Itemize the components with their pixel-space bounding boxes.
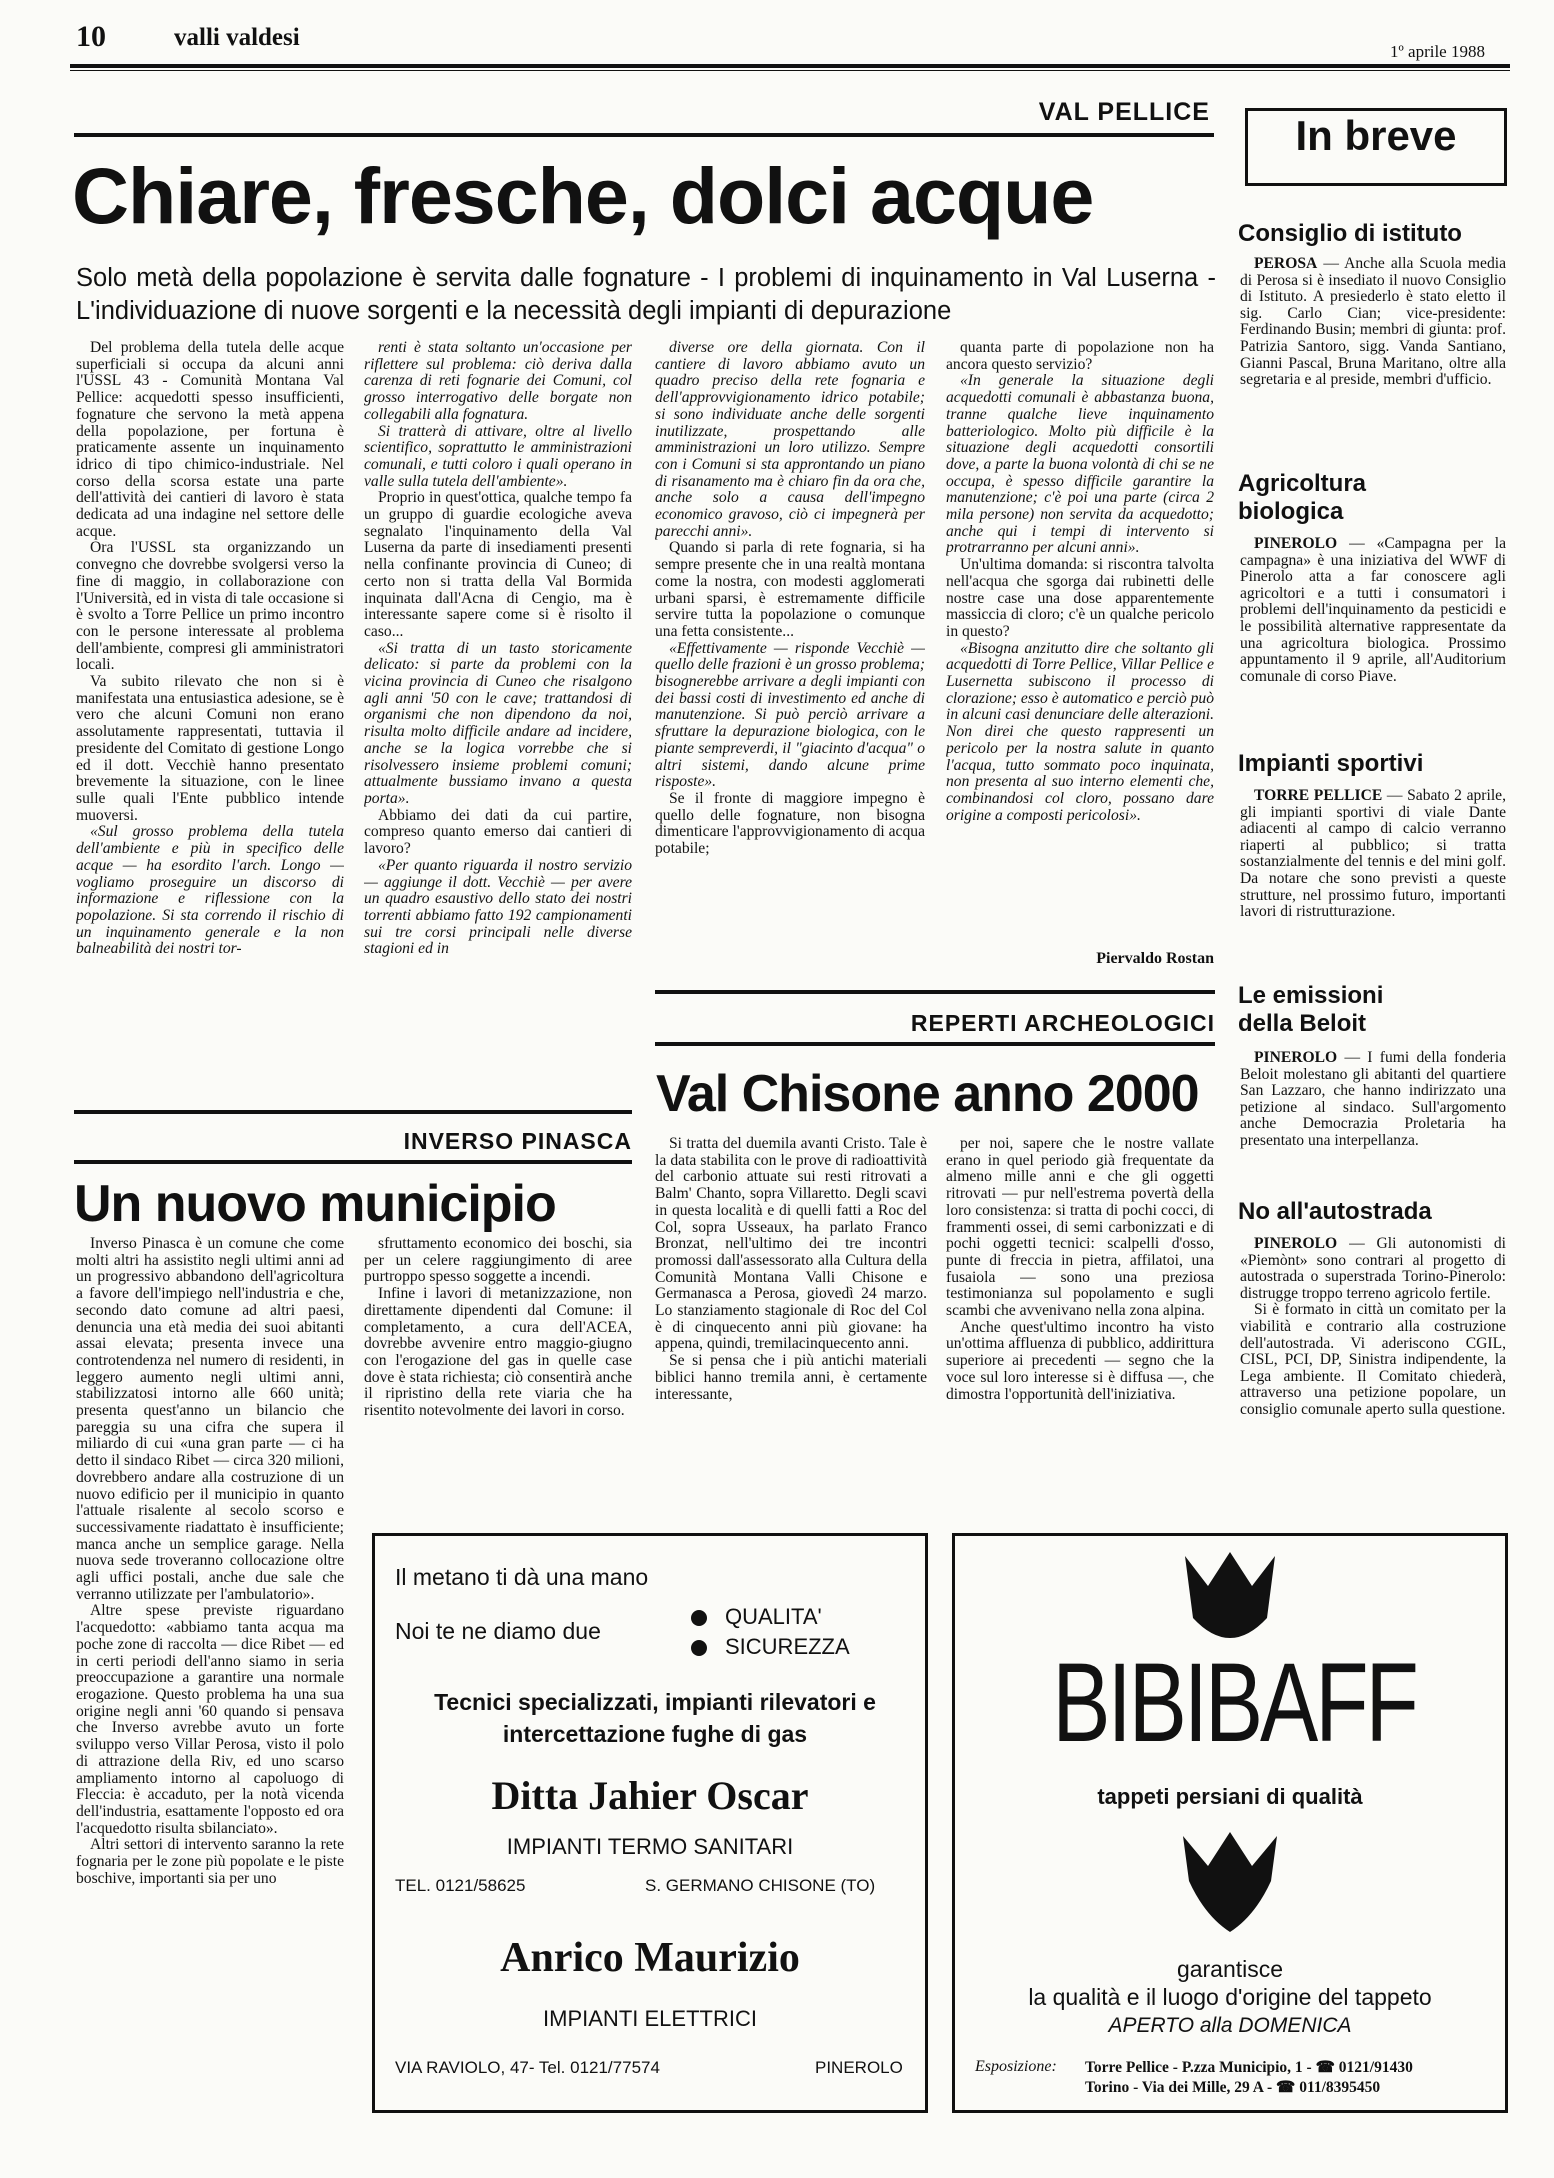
sidebar-heading-beloit: Le emissioni della Beloit <box>1238 982 1384 1037</box>
ad-expo-label: Esposizione: <box>975 2058 1057 2075</box>
ad-company-jahier-tel: TEL. 0121/58625 <box>395 1876 526 1895</box>
chisone-rule <box>655 1042 1215 1046</box>
ad-company-jahier-sub: IMPIANTI TERMO SANITARI <box>506 1834 794 1859</box>
ad-bullet-qualita: QUALITA' <box>691 1604 822 1630</box>
pinasca-rule-top <box>74 1110 632 1114</box>
ad-company-anrico-addr: VIA RAVIOLO, 47- Tel. 0121/77574 <box>395 2058 660 2077</box>
sidebar-heading-agricoltura: Agricoltura biologica <box>1238 470 1367 525</box>
headline-chiare: Chiare, fresche, dolci acque <box>72 151 1094 240</box>
masthead: valli valdesi <box>174 24 300 51</box>
ad-expo-torino: Torino - Via dei Mille, 29 A - ☎ 011/8395450 <box>1085 2079 1381 2096</box>
ad-jahier-anrico <box>372 1533 928 2113</box>
kicker-reperti: REPERTI ARCHEOLOGICI <box>910 1010 1215 1036</box>
pinasca-rule <box>74 1160 632 1164</box>
pellice-column-1: Del problema della tutela delle acque superficiali si occupa da alcuni anni l'USSL 43 - Comunità Montana Val Pellice: acquedotti spesso insufficienti, fognature che servono la metà appena della popolazione, per fortuna è praticamente assente un inquinamento idrico di tipo chimico-industriale. Nel corso della scorsa estate una parte dell'attività dei cantieri di lavoro è stata dedicata ad una indagine nel settore delle acque. Ora l'USSL sta organizzando un convegno che dovrebbe svolgersi verso la fine di maggio, in collaborazione con l'Università, ed in vista di tale occasione si è svolto a Torre Pellice un primo incontro con le persone interessate al problema dell'ambiente, compresi gli amministratori locali. Va subito rilevato che non si è manifestata una entusiastica adesione, se è vero che alcuni Comuni non erano assolutamente rappresentati, tuttavia il presidente del Comitato di gestione Longo ed il dott. Vecchiè hanno presentato brevemente la situazione, con le linee sulle quali l'Ente pubblico intende muoversi. «Sul grosso problema della tutela dell'ambiente e più in specifico delle acque — ha esordito l'arch. Longo — vogliamo proseguire un discorso di informazione e riflessione con la popolazione. Si sta correndo il rischio di un inquinamento generale e la non balneabilità dei nostri tor- <box>76 340 344 958</box>
header-rule-thin <box>70 70 1510 71</box>
ad-company-jahier-addr: S. GERMANO CHISONE (TO) <box>645 1876 876 1895</box>
ad-open-sunday: APERTO alla DOMENICA <box>1108 2014 1352 2037</box>
ad-brand-bibibaff: BIBIBAFF <box>1052 1640 1416 1765</box>
deck-pellice: Solo metà della popolazione è servita dalle fognature - I problemi di inquinamento in Val Luserna - L'individuazione di nuove sorgenti e la necessità degli impianti di depurazione <box>76 264 1216 325</box>
header-rule <box>70 64 1510 68</box>
ad-guarantee-1: garantisce <box>1176 1956 1284 1982</box>
ad-guarantee-2: la qualità e il luogo d'origine del tappeto <box>1028 1984 1432 2010</box>
ad-tagline: tappeti persiani di qualità <box>1097 1784 1363 1809</box>
kicker-val-pellice: VAL PELLICE <box>1038 98 1210 126</box>
sidebar-text-agricoltura: PINEROLO — «Campagna per la campagna» è una iniziativa del WWF di Pinerolo atta a far conoscere agli agricoltori e a tutti i consumatori i problemi dell'inquinamento da pesticidi e le possibilità alternative rappresentate da una agricoltura biologica. Prossimo appuntamento il 9 aprile, all'Auditorium comunale di corso Piave. <box>1240 536 1506 685</box>
in-breve-title: In breve <box>1295 112 1457 159</box>
sidebar-text-consiglio: PEROSA — Anche alla Scuola media di Perosa si è insediato il nuovo Consiglio di Istituto. A presiederlo è stato eletto il sig. Carlo Cian; vice-presidente: Ferdinando Busin; membri di giunta: prof. Patrizia Santoro, sigg. Vanda Santiano, Gianni Pascal, Bruna Maritano, oltre alla segretaria e al preside, membri d'ufficio. <box>1240 256 1506 389</box>
byline-rostan: Piervaldo Rostan <box>1096 950 1214 967</box>
heart-logo-icon <box>1175 1826 1285 1936</box>
sidebar-text-autostrada: PINEROLO — Gli autonomisti di «Piemònt» sono contrari al progetto di autostrada o superstrada Torino-Pinerolo: distrugge troppo terreno agricolo fertile. Si è formato in città un comitato per la viabilità e contrario alla costruzione dell'autostrada. Vi aderiscono CGIL, CISL, PCI, DP, Sinistra indipendente, la Lega ambiente. Il Comitato chiederà, attraverso una petizione popolare, un consiglio comunale aperto sulla questione. <box>1240 1236 1506 1418</box>
ad-expo-torre-pellice: Torre Pellice - P.zza Municipio, 1 - ☎ 0121/91430 <box>1085 2059 1413 2076</box>
issue-date: 1º aprile 1988 <box>1390 42 1485 61</box>
chisone-column-2: per noi, sapere che le nostre vallate erano in quel periodo già frequentate da almeno mille anni e che gli oggetti ritrovati — pur nell'estrema povertà della loro consistenza: si tratta di pochi cocci, di frammenti ossei, di semi carbonizzati e di pochi oggetti tecnici: scalpelli d'osso, punte di freccia in pietra, affilatoi, una fusaiola — sono una preziosa testimonianza sul popolamento e sugli scambi che avvenivano nella zona alpina. Anche quest'ultimo incontro ha visto un'ottima affluenza di pubblico, addirittura superiore ai precedenti — segno che la voce sul loro interesse si è diffusa —, che dimostra l'opportunità dell'iniziativa. <box>946 1136 1214 1403</box>
pellice-column-2: renti è stata soltanto un'occasione per riflettere sul problema: ciò deriva dalla carenza di reti fognarie dei Comuni, col grosso interrogativo delle borgate non collegabili alla fognatura. Si tratterà di attivare, oltre al livello scientifico, soprattutto le amministrazioni comunali, e tutti coloro i quali operano in valle sulla tutela dell'ambiente». Proprio in quest'ottica, qualche tempo fa un gruppo di guardie ecologiche aveva segnalato l'inquinamento della Val Luserna da parte di insediamenti presenti nella confinante provincia di Cuneo; di certo non si tratta della Val Bormida inquinata dall'Acna di Cengio, ma è interessante sapere come si è risolto il caso... «Si tratta di un tasto storicamente delicato: si parte da problemi con la vicina provincia di Cuneo che risalgono agli anni '50 con le cave; trattandosi di organismi che non dipendono da noi, risulta molto difficile andare ad incidere, anche se la logica vorrebbe che si risolvessero insieme problemi comuni; attualmente bussiamo invano a questa porta». Abbiamo dei dati da cui partire, compreso quanto emerso dai cantieri di lavoro? «Per quanto riguarda il nostro servizio — aggiunge il dott. Vecchiè — per avere un quadro esaustivo dello stato dei nostri torrenti abbiamo fatto 192 campionamenti sui tre corsi principali nelle diverse stagioni ed in <box>364 340 632 958</box>
headline-val-chisone: Val Chisone anno 2000 <box>656 1065 1199 1123</box>
headline-nuovo-municipio: Un nuovo municipio <box>74 1175 556 1233</box>
sidebar-text-beloit: PINEROLO — I fumi della fonderia Beloit molestano gli abitanti del quartiere San Lazzaro, che hanno indirizzato una petizione al sindaco. Sull'argomento anche Democrazia Proletaria ha presentato una interpellanza. <box>1240 1050 1506 1149</box>
ad-services: Tecnici specializzati, impianti rilevatori e intercettazione fughe di gas <box>434 1689 876 1747</box>
bullet-icon <box>691 1610 707 1626</box>
pellice-column-3: diverse ore della giornata. Con il cantiere di lavoro abbiamo avuto un quadro preciso della rete fognaria e dell'approvvigionamento idrico potabile; si sono individuate anche delle sorgenti inutilizzate, prospettando alle amministrazioni un loro utilizzo. Sempre con i Comuni si sta approntando un piano di risanamento ma è chiaro fin da ora che, anche solo a causa dell'impegno economico gravoso, ciò ci impegnerà per parecchi anni». Quando si parla di rete fognaria, si ha sempre presente che in una realtà montana come la nostra, con modesti agglomerati urbani sparsi, è estremamente difficile servire tutta la popolazione o comunque una fetta consistente... «Effettivamente — risponde Vecchiè — quello delle frazioni è un grosso problema; bisognerebbe arrivare a degli impianti con dei bassi costi di investimento ed anche di manutenzione. Si può perciò arrivare a sfruttare la depurazione biologica, con le piante sempreverdi, il "giacinto d'acqua" o altri sistemi, dando alcune prime risposte». Se il fronte di maggiore impegno è quello delle fognature, non bisogna dimenticare l'approvvigionamento di acqua potabile; <box>655 340 925 858</box>
sidebar-heading-autostrada: No all'autostrada <box>1238 1198 1432 1225</box>
bullet-icon <box>691 1640 707 1656</box>
chisone-column-1: Si tratta del duemila avanti Cristo. Tale è la data stabilita con le prove di radioattività del carbonio attuate sui resti ritrovati a Balm' Chanto, sopra Villaretto. Degli scavi in questa località e di quelli fatti a Roc del Col, sopra Usseaux, ha parlato Franco Bronzat, nell'ultimo dei tre incontri promossi dall'assessorato alla Cultura della Comunità Montana Valli Chisone e Germanasca a Perosa, giovedì 24 marzo. Lo stanziamento stagionale di Roc del Col è di cinquecento anni più giovane: ha appena, quindi, tremilacinquecento anni. Se si pensa che i più antichi materiali biblici hanno tremila anni, è certamente interessante, <box>655 1136 927 1403</box>
pellice-column-4: quanta parte di popolazione non ha ancora questo servizio? «In generale la situazione degli acquedotti comunali è abbastanza buona, tranne qualche lieve inquinamento batteriologico. Molto più difficile è la situazione degli acquedotti consortili dove, a parte la buona volontà di chi se ne occupa, è spesso difficile garantire la manutenzione; c'è poi una parte (circa 2 mila persone) non servita da acquedotto; anche qui i tempi di intervento si protrarranno per alcuni anni». Un'ultima domanda: si riscontra talvolta nell'acqua che sgorga dai rubinetti delle nostre case una dose apparentemente massiccia di cloro; c'è un qualche pericolo in questo? «Bisogna anzitutto dire che soltanto gli acquedotti di Torre Pellice, Villar Pellice e Lusernetta subiscono il processo di clorazione; esso è automatico e perciò può in alcuni casi denunciare delle alterazioni. Non direi che questo rappresenti un pericolo per la nostra salute in quanto l'acqua, tutto sommato poco inquinata, non presenta al suo interno elementi che, combinandosi col cloro, possano dare origine a composti pericolosi». <box>946 340 1214 824</box>
sidebar-text-impianti: TORRE PELLICE — Sabato 2 aprile, gli impianti sportivi di viale Dante adiacenti al campo di calcio verranno riaperti al pubblico; si tratta sostanzialmente del tennis e del mini golf. Da notare che sono previsti a queste strutture, nel prossimo futuro, importanti lavori di ristrutturazione. <box>1240 788 1506 921</box>
ad-company-jahier: Ditta Jahier Oscar <box>491 1773 809 1818</box>
ad-bibibaff <box>952 1533 1508 2113</box>
ad-company-anrico: Anrico Maurizio <box>500 1935 800 1981</box>
page-number: 10 <box>76 20 106 53</box>
pellice-rule <box>74 133 1214 137</box>
pinasca-column-1: Inverso Pinasca è un comune che come molti altri ha assistito negli ultimi anni ad un progressivo abbandono dell'agricoltura a favore dell'impiego nell'industria e che, secondo dato comune ad altri paesi, denuncia una età media dei suoi abitanti assai elevata; presenta invece una controtendenza nel numero di residenti, in leggero aumento negli ultimi anni, stabilizzatosi intorno alle 660 unità; presenta quest'anno un bilancio che pareggia su una cifra che supera il miliardo di cui «una gran parte — ci ha detto il sindaco Ribet — circa 320 milioni, dovrebbero andare alla costruzione di un nuovo edificio per il municipio in quanto l'attuale risalente al secolo scorso e successivamente riadattato è insufficiente; manca anche un semplice garage. Nella nuova sede troveranno collocazione oltre agli uffici postali, anche due sale che verranno utilizzate per l'ambulatorio». Altre spese previste riguardano l'acquedotto: «abbiamo tanta acqua ma poche zone di raccolta — dice Ribet — ed in certi periodi dell'anno siamo in seria preoccupazione a garantire una normale erogazione. Questo problema ha una sua origine negli anni '60 quando si pensava che Inverso avrebbe avuto un forte sviluppo verso Villar Perosa, visto il polo di attrazione della Riv, ed uno scarso ampliamento intorno al capoluogo di Fleccia: è accaduto, per la notà vicenda dell'industria, esattamente l'opposto ed ora l'acquedotto risulta sbilanciato». Altri settori di intervento saranno la rete fognaria per le zone più popolate e le piste boschive, importanti sia per uno <box>76 1236 344 1887</box>
ad-slogan-2: Noi te ne diamo due <box>395 1618 601 1644</box>
sidebar-heading-impianti: Impianti sportivi <box>1238 750 1424 777</box>
pinasca-column-2: sfruttamento economico dei boschi, sia per un celere raggiungimento di aree purtroppo spesso soggette a incendi. Infine i lavori di metanizzazione, non direttamente dipendenti dal Comune: il completamento, a cura dell'ACEA, dovrebbe avvenire entro maggio-giugno con l'erogazione del gas in quelle case dove è stata richiesta; ciò consentirà anche il ripristino della rete viaria che ha risentito notevolmente dei lavori in corso. <box>364 1236 632 1420</box>
ad-company-anrico-city: PINEROLO <box>815 2058 903 2077</box>
chisone-rule-top <box>655 990 1215 994</box>
sidebar-heading-consiglio: Consiglio di istituto <box>1238 220 1462 247</box>
kicker-inverso-pinasca: INVERSO PINASCA <box>403 1128 632 1154</box>
ad-company-anrico-sub: IMPIANTI ELETTRICI <box>543 2006 757 2031</box>
ad-slogan-1: Il metano ti dà una mano <box>395 1564 649 1590</box>
ad-bullet-sicurezza: SICUREZZA <box>691 1634 850 1660</box>
